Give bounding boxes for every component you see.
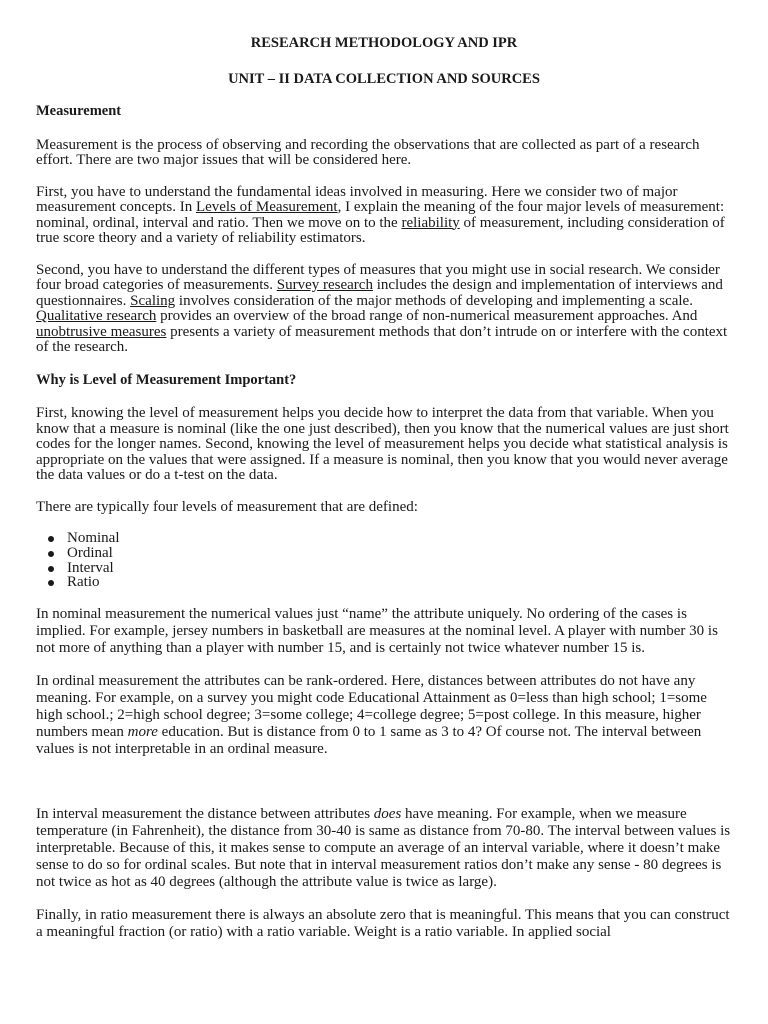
list-item-ratio: Ratio xyxy=(36,575,732,590)
document-title: RESEARCH METHODOLOGY AND IPR xyxy=(250,35,518,51)
link-reliability[interactable]: reliability xyxy=(401,214,460,231)
link-unobtrusive-measures[interactable]: unobtrusive measures xyxy=(36,323,167,340)
paragraph-types-of-measures: Second, you have to understand the different types of measures that you might use in social research. We consider four broad categories of measurements. Survey research includes the design and implementation of interviews and questionnaires. Scaling involves consideration of the major methods of developing and implementing a scale. Qualitative research provides an overview of the broad range of non-numerical measurement approaches. And unobtrusive measures presents a variety of measurement methods that don’t intrude on or interfere with the context of the research. xyxy=(36,261,728,355)
levels-list xyxy=(36,531,732,590)
emphasis-does: does xyxy=(373,806,402,823)
paragraph-ordinal: In ordinal measurement the attributes can be rank-ordered. Here, distances between attributes do not have any meaning. For example, on a survey you might code Educational Attainment as 0=less than high school; 1=some high school.; 2=high school degree; 3=some college; 4=college degree; 5=post college. In this measure, higher numbers mean more education. But is distance from 0 to 1 same as 3 to 4? Of course not. The interval between values is not interpretable in an ordinal measure. xyxy=(36,673,707,758)
list-item-nominal: Nominal xyxy=(36,531,732,546)
heading-why-level-important: Why is Level of Measurement Important? xyxy=(36,371,297,388)
paragraph-interval: In interval measurement the distance between attributes does have meaning. For example, when we measure temperature (in Fahrenheit), the distance from 30-40 is same as distance from 70-80. The interval between values is interpretable. Because of this, it makes sense to compute an average of an interval variable, where it doesn’t make sense to do so for ordinal scales. But note that in interval measurement ratios don’t make any sense - 80 degrees is not twice as hot as 40 degrees (although the attribute value is twice as large). xyxy=(36,806,731,891)
heading-measurement: Measurement xyxy=(36,103,122,119)
paragraph-measurement-definition: Measurement is the process of observing and recording the observations that are collected as part of a research effort. There are two major issues that will be considered here. xyxy=(36,136,700,168)
link-qualitative-research[interactable]: Qualitative research xyxy=(36,308,157,324)
paragraph-four-levels-intro: There are typically four levels of measurement that are defined: xyxy=(36,498,418,515)
list-item-interval: Interval xyxy=(36,561,732,576)
emphasis-more: more xyxy=(127,724,158,741)
list-item-ordinal: Ordinal xyxy=(36,546,732,561)
link-scaling[interactable]: Scaling xyxy=(130,292,176,309)
unit-title: UNIT – II DATA COLLECTION AND SOURCES xyxy=(228,70,540,87)
link-survey-research[interactable]: Survey research xyxy=(276,277,373,293)
paragraph-level-importance: First, knowing the level of measurement helps you decide how to interpret the data from that variable. When you know that a measure is nominal (like the one just described), then you know that the numerical values are just short codes for the longer names. Second, knowing the level of measurement helps you decide what statistical analysis is appropriate on the values that were assigned. If a measure is nominal, then you know that you would never average the data values or do a t-test on the data. xyxy=(36,405,729,483)
paragraph-ratio: Finally, in ratio measurement there is always an absolute zero that is meaningful. This means that you can construct a meaningful fraction (or ratio) with a ratio variable. Weight is a ratio variable. In applied social xyxy=(36,907,730,941)
paragraph-nominal: In nominal measurement the numerical values just “name” the attribute uniquely. No ordering of the cases is implied. For example, jersey numbers in basketball are measures at the nominal level. A player with number 30 is not more of anything than a player with number 15, and is certainly not twice whatever number 15 is. xyxy=(36,606,718,657)
paragraph-measurement-concepts: First, you have to understand the fundamental ideas involved in measuring. Here we consider two of major measurement concepts. In Levels of Measurement, I explain the meaning of the four major levels of measurement: nominal, ordinal, interval and ratio. Then we move on to the reliability of measurement, including consideration of true score theory and a variety of reliability estimators. xyxy=(36,183,725,246)
link-levels-of-measurement[interactable]: Levels of Measurement xyxy=(195,199,338,215)
